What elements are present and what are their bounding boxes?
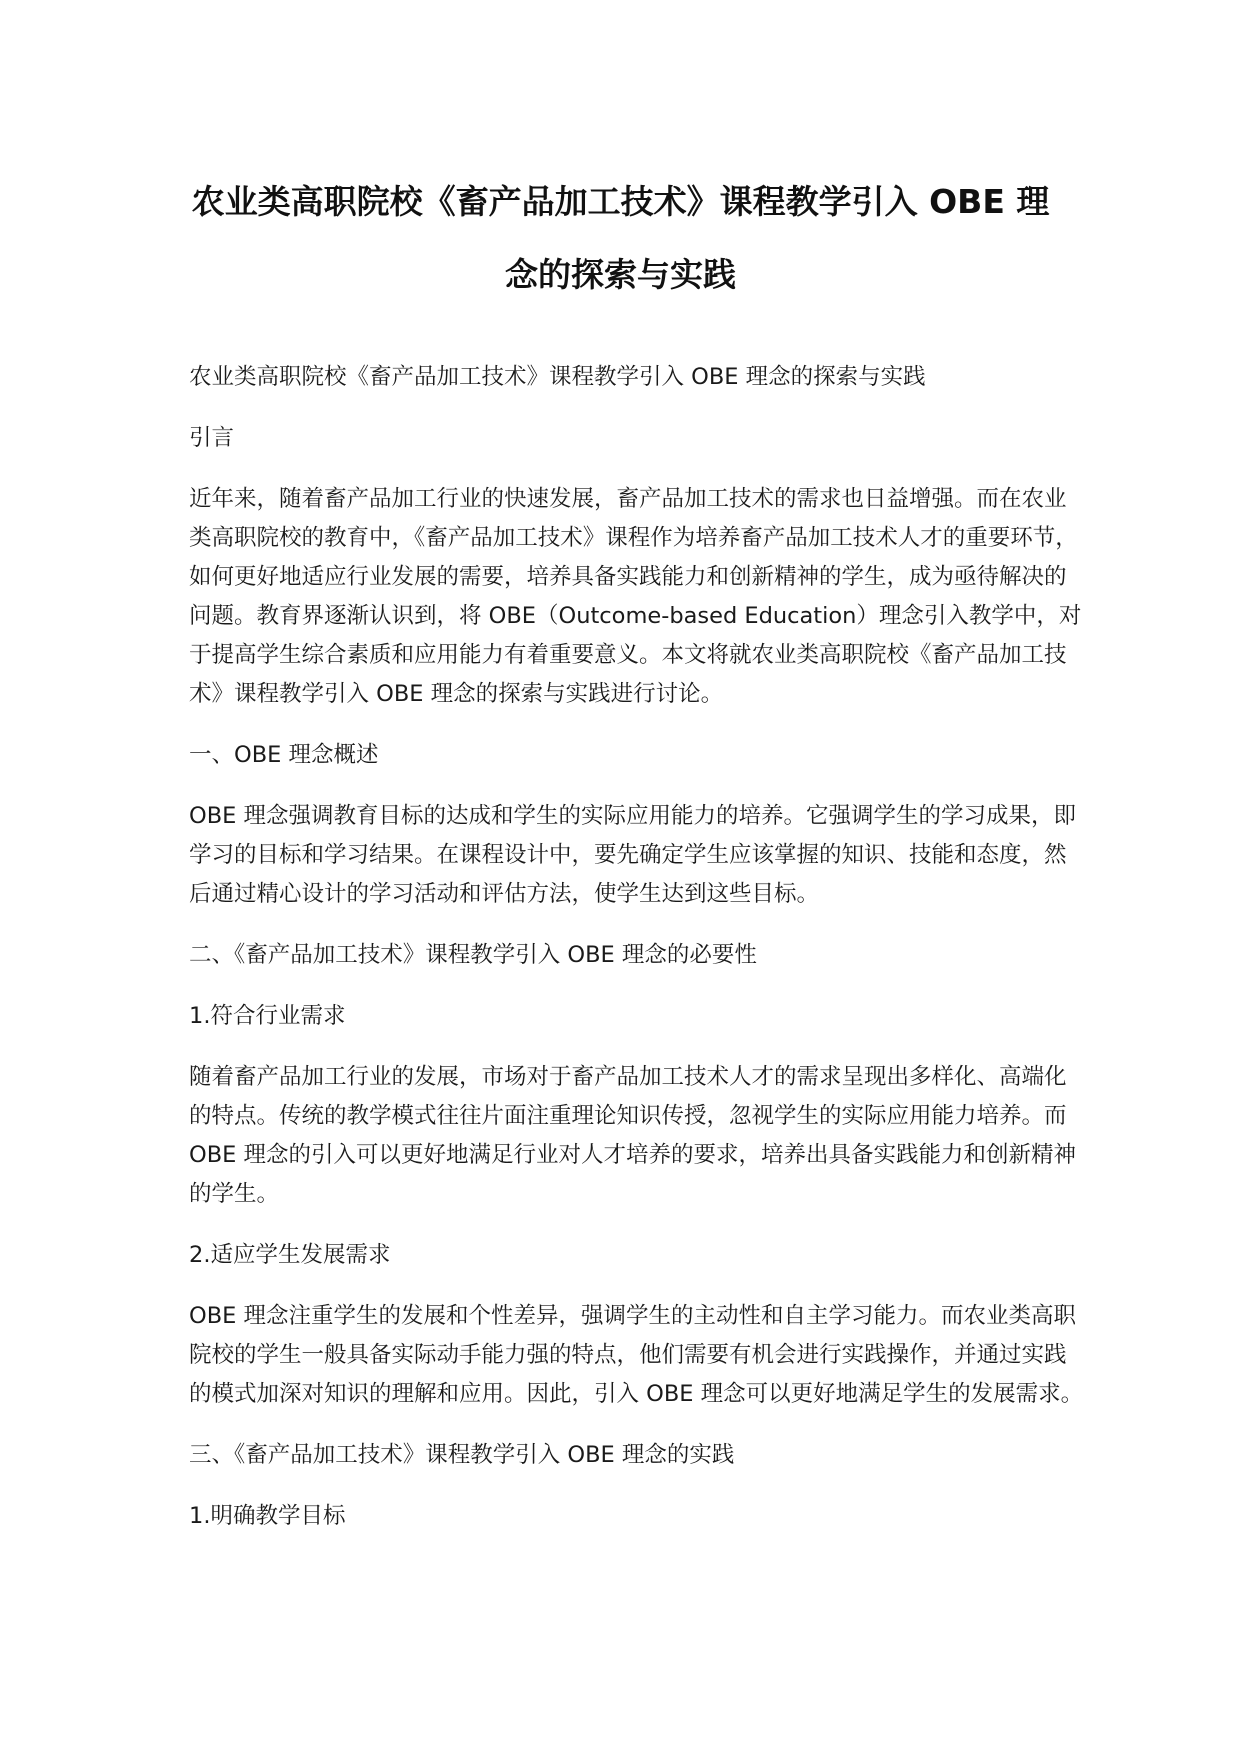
section-heading-introduction: 引言: [189, 425, 235, 451]
section-heading-3: 三、《畜产品加工技术》课程教学引入 OBE 理念的实践: [189, 1442, 735, 1468]
body-paragraph: 近年来，随着畜产品加工行业的快速发展，畜产品加工技术的需求也日益增强。而在农业类高职院校的教育中，《畜产品加工技术》课程作为培养畜产品加工技术人才的重要环节，如何更好地适应行业发展的需要，培养具备实践能力和创新精神的学生，成为亟待解决的问题。教育界逐渐认识到，将 OBE（Outcome-based Education）理念引入教学中，对于提高学生综合素质和应用能力有着重要意义。本文将就农业类高职院校《畜产品加工技术》课程教学引入 OBE 理念的探索与实践进行讨论。: [189, 486, 1082, 707]
document-title-line-2: 念的探索与实践: [505, 255, 736, 294]
document-body: [189, 358, 1084, 1558]
body-paragraph: OBE 理念注重学生的发展和个性差异，强调学生的主动性和自主学习能力。而农业类高职院校的学生一般具备实际动手能力强的特点，他们需要有机会进行实践操作，并通过实践的模式加深对知识的理解和应用。因此，引入 OBE 理念可以更好地满足学生的发展需求。: [189, 1303, 1084, 1407]
body-paragraph: 随着畜产品加工行业的发展，市场对于畜产品加工技术人才的需求呈现出多样化、高端化的特点。传统的教学模式往往片面注重理论知识传授，忽视学生的实际应用能力培养。而 OBE 理念的引入可以更好地满足行业对人才培养的要求，培养出具备实践能力和创新精神的学生。: [189, 1064, 1077, 1207]
section-heading-1: 一、OBE 理念概述: [189, 742, 379, 768]
subsection-heading-2-1: 1.符合行业需求: [189, 1003, 346, 1029]
document-title-line-1: 农业类高职院校《畜产品加工技术》课程教学引入 OBE 理: [191, 182, 1050, 221]
subsection-heading-2-2: 2.适应学生发展需求: [189, 1242, 391, 1268]
section-heading-2: 二、《畜产品加工技术》课程教学引入 OBE 理念的必要性: [189, 942, 757, 968]
subtitle-paragraph: 农业类高职院校《畜产品加工技术》课程教学引入 OBE 理念的探索与实践: [189, 364, 926, 390]
body-paragraph: OBE 理念强调教育目标的达成和学生的实际应用能力的培养。它强调学生的学习成果，即学习的目标和学习结果。在课程设计中，要先确定学生应该掌握的知识、技能和态度，然后通过精心设计的学习活动和评估方法，使学生达到这些目标。: [189, 803, 1077, 907]
subsection-heading-3-1: 1.明确教学目标: [189, 1503, 346, 1529]
